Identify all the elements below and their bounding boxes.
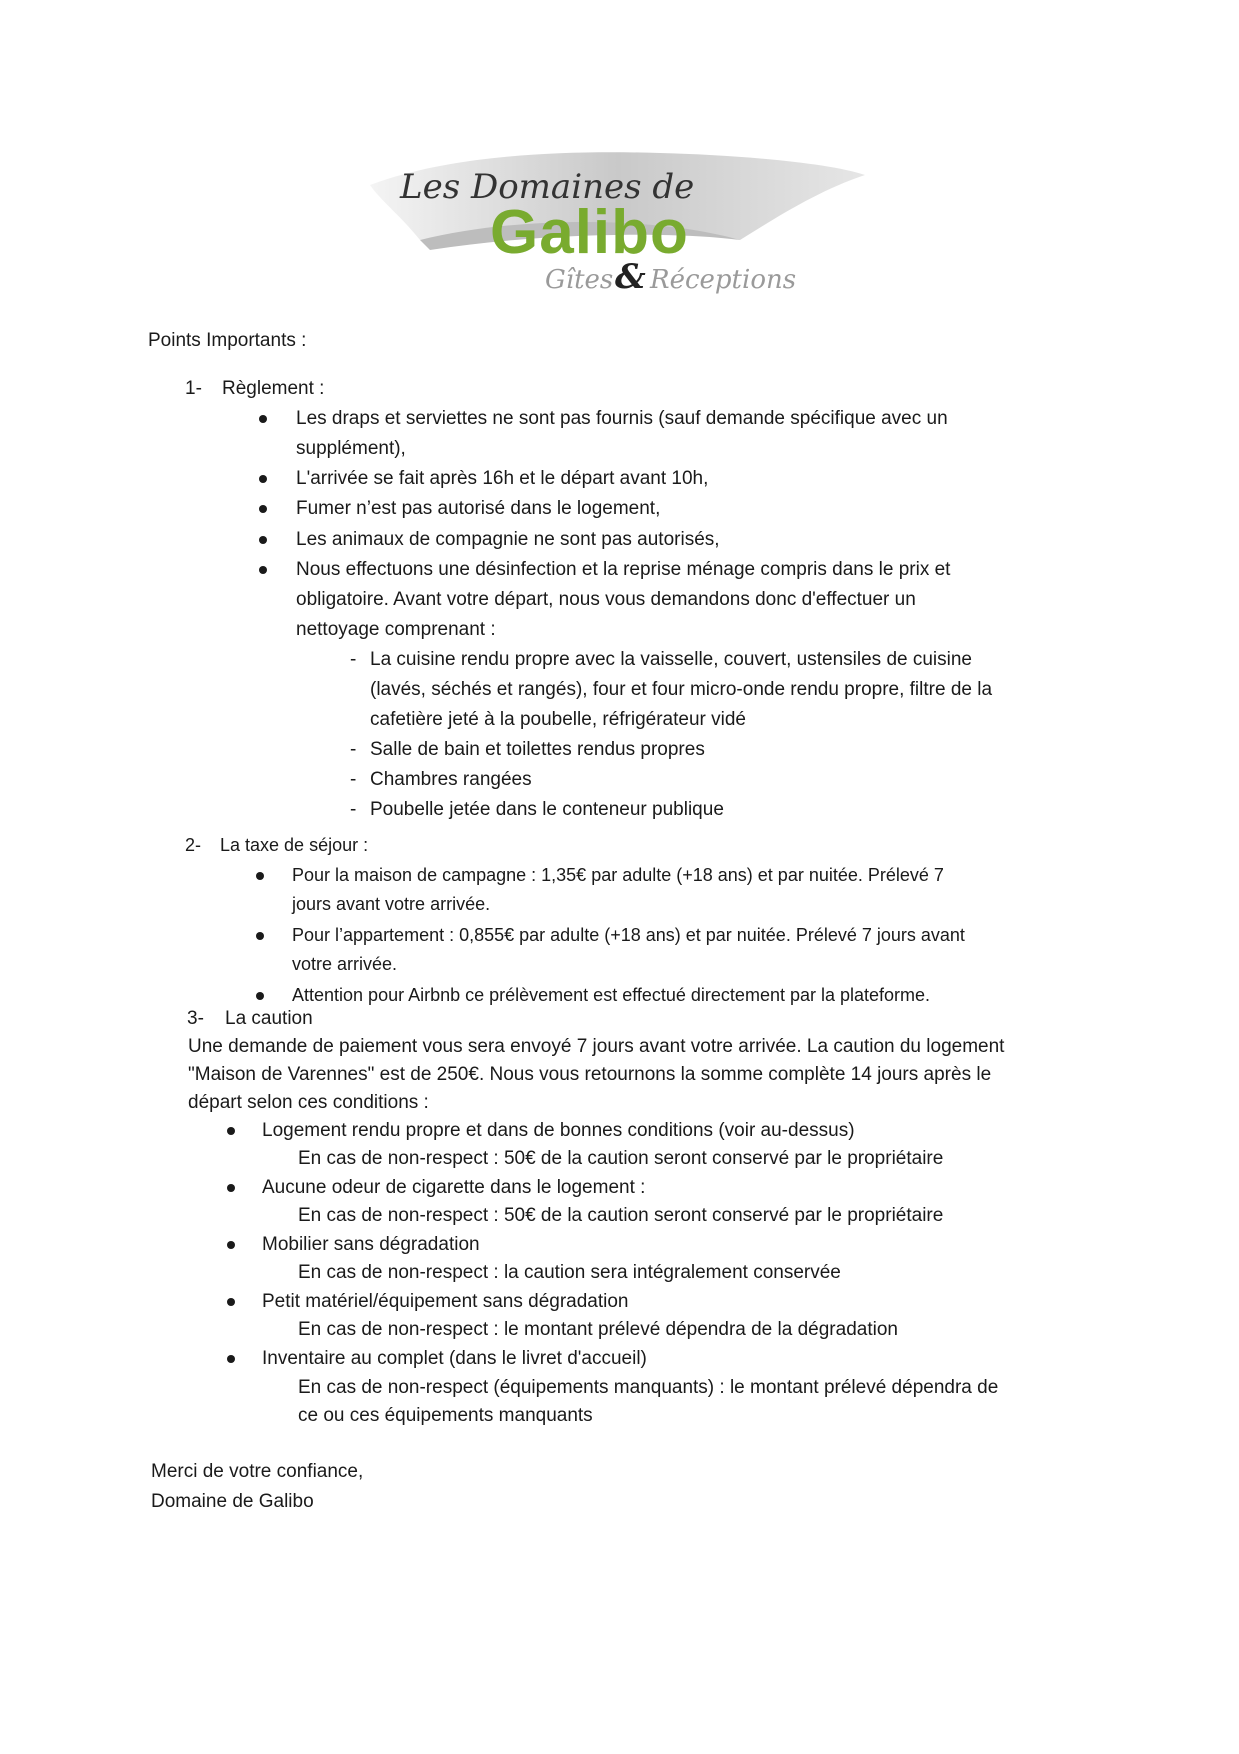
section3-number: 3-	[187, 1008, 204, 1029]
rule-cleaning-line1: Nous effectuons une désinfection et la reprise ménage compris dans le prix et	[296, 559, 951, 580]
tax-house-line2: jours avant votre arrivée.	[292, 894, 491, 914]
logo-line1: Les Domaines de	[400, 167, 695, 207]
condition-furniture-penalty: En cas de non-respect : la caution sera intégralement conservée	[298, 1262, 841, 1283]
cleaning-bedrooms: Chambres rangées	[370, 769, 532, 790]
condition-equipment-penalty: En cas de non-respect : le montant prélevé dépendra de la dégradation	[298, 1319, 898, 1340]
bullet-icon	[256, 992, 264, 1000]
rule-sheets-line2: supplément),	[296, 438, 406, 459]
cleaning-kitchen-line3: cafetière jeté à la poubelle, réfrigérateur vidé	[370, 709, 747, 730]
page-heading: Points Importants :	[148, 330, 307, 351]
deposit-paragraph-line1: Une demande de paiement vous sera envoyé 7 jours avant votre arrivée. La caution du logement	[188, 1036, 1005, 1057]
section1-number: 1-	[185, 378, 202, 399]
rule-arrival: L'arrivée se fait après 16h et le départ avant 10h,	[296, 468, 709, 489]
rule-smoking: Fumer n’est pas autorisé dans le logement,	[296, 498, 661, 519]
cleaning-trash: Poubelle jetée dans le conteneur publique	[370, 799, 724, 820]
logo-brand: Galibo	[490, 198, 689, 267]
logo-line3-left: Gîtes	[545, 265, 614, 295]
logo	[360, 145, 880, 315]
cleaning-bathroom: Salle de bain et toilettes rendus propres	[370, 739, 705, 760]
rule-cleaning-line3: nettoyage comprenant :	[296, 619, 496, 640]
rule-pets: Les animaux de compagnie ne sont pas autorisés,	[296, 529, 720, 550]
rule-sheets-line1: Les draps et serviettes ne sont pas fournis (sauf demande spécifique avec un	[296, 408, 948, 429]
bullet-icon	[259, 415, 267, 423]
closing-signature: Domaine de Galibo	[151, 1491, 314, 1512]
tax-apartment-line2: votre arrivée.	[292, 954, 398, 974]
cleaning-kitchen-line1: La cuisine rendu propre avec la vaisselle, couvert, ustensiles de cuisine	[370, 649, 972, 670]
bullet-icon	[259, 536, 267, 544]
bullet-icon	[259, 475, 267, 483]
condition-inventory-penalty-line2: ce ou ces équipements manquants	[298, 1405, 593, 1426]
condition-equipment: Petit matériel/équipement sans dégradation	[262, 1291, 629, 1312]
condition-smoke: Aucune odeur de cigarette dans le logement :	[262, 1177, 646, 1198]
bullet-icon	[227, 1184, 235, 1192]
deposit-paragraph-line3: départ selon ces conditions :	[188, 1092, 429, 1113]
bullet-icon	[256, 872, 264, 880]
condition-smoke-penalty: En cas de non-respect : 50€ de la caution seront conservé par le propriétaire	[298, 1205, 944, 1226]
logo-ampersand: &	[615, 257, 646, 297]
deposit-paragraph-line2: "Maison de Varennes" est de 250€. Nous vous retournons la somme complète 14 jours après le	[188, 1064, 992, 1085]
bullet-icon	[227, 1241, 235, 1249]
cleaning-kitchen-line2: (lavés, séchés et rangés), four et four micro-onde rendu propre, filtre de la	[370, 679, 993, 700]
condition-inventory-penalty-line1: En cas de non-respect (équipements manquants) : le montant prélevé dépendra de	[298, 1377, 999, 1398]
condition-clean-penalty: En cas de non-respect : 50€ de la caution seront conservé par le propriétaire	[298, 1148, 944, 1169]
section3-title: La caution	[225, 1008, 313, 1029]
bullet-icon	[259, 505, 267, 513]
condition-clean: Logement rendu propre et dans de bonnes conditions (voir au-dessus)	[262, 1120, 855, 1141]
bullet-icon	[227, 1298, 235, 1306]
closing-thanks: Merci de votre confiance,	[151, 1461, 364, 1482]
tax-apartment-line1: Pour l’appartement : 0,855€ par adulte (+18 ans) et par nuitée. Prélevé 7 jours avant	[292, 925, 965, 945]
condition-furniture: Mobilier sans dégradation	[262, 1234, 480, 1255]
rule-cleaning-line2: obligatoire. Avant votre départ, nous vous demandons donc d'effectuer un	[296, 589, 916, 610]
tax-house-line1: Pour la maison de campagne : 1,35€ par adulte (+18 ans) et par nuitée. Prélevé 7	[292, 865, 944, 885]
condition-inventory: Inventaire au complet (dans le livret d'accueil)	[262, 1348, 647, 1369]
tax-airbnb: Attention pour Airbnb ce prélèvement est effectué directement par la plateforme.	[292, 985, 931, 1005]
bullet-icon	[227, 1355, 235, 1363]
bullet-icon	[227, 1127, 235, 1135]
bullet-icon	[259, 566, 267, 574]
bullet-icon	[256, 932, 264, 940]
section2-number: 2-	[185, 835, 202, 855]
logo-line3-right: Réceptions	[650, 265, 797, 295]
section1-title: Règlement :	[222, 378, 325, 399]
section2-title: La taxe de séjour :	[220, 835, 369, 855]
